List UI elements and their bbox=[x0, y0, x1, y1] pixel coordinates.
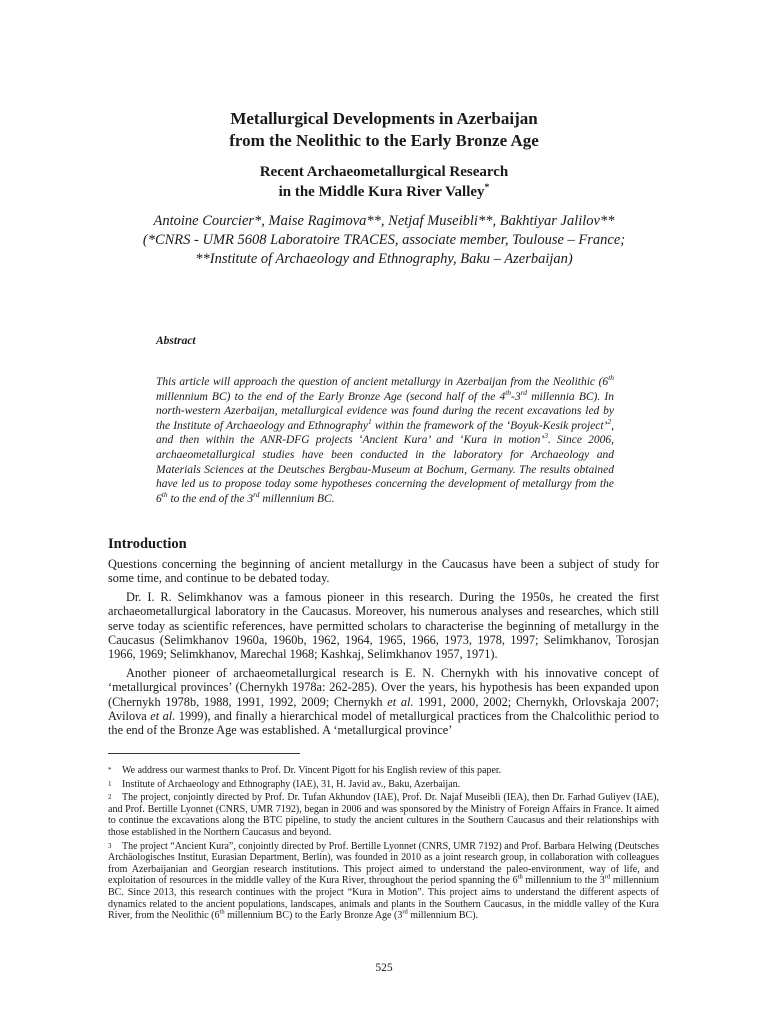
footnote-text: The project “Ancient Kura”, conjointly directed by Prof. Bertille Lyonnet (CNRS, UMR 7192) and Prof. Barbara Helwing (Deutsches Archäologisches Institut, Eurasian Department, Berlin), was founded in 2010 as a joint research group, in collaboration with colleagues from Azerbaijanian and Georgian research institutions. This project aimed to understand the paleo-environment, way of life, and exploitation of resources in the middle valley of the Kura River, throughout the period spanning the 6 bbox=[108, 840, 659, 887]
subtitle-line-2 bbox=[0, 182, 768, 202]
footnote-text: Institute of Archaeology and Ethnography (IAE), 31, H. Javid av., Baku, Azerbaijan. bbox=[122, 778, 461, 790]
footnote-ref-2[interactable]: 2 bbox=[607, 416, 612, 426]
abstract-text bbox=[156, 375, 614, 506]
author-affiliation-2: **Institute of Archaeology and Ethnography, Baku – Azerbaijan) bbox=[195, 251, 573, 267]
intro-paragraph-3 bbox=[108, 666, 659, 738]
abstract-seg: millennium BC) to the end of the Early Bronze Age (second half of the 4 bbox=[156, 390, 506, 403]
footnote-mark: 1 bbox=[108, 779, 112, 788]
abstract-sup: th bbox=[161, 489, 168, 499]
abstract-seg: within the framework of the ‘Boyuk-Kesik project’ bbox=[371, 419, 608, 432]
abstract-sup: th bbox=[505, 387, 512, 397]
footnote-mark: 2 bbox=[108, 793, 112, 802]
introduction-heading: Introduction bbox=[108, 536, 187, 552]
subtitle-line-2-text: in the Middle Kura River Valley bbox=[278, 184, 485, 200]
article-subtitle bbox=[0, 162, 768, 202]
footnote-mark: * bbox=[108, 766, 112, 774]
para3-etal: et al. bbox=[150, 709, 176, 724]
footnote-sup: th bbox=[517, 874, 523, 882]
footnote-ref-3[interactable]: 3 bbox=[544, 431, 548, 441]
para3-seg: 1999), and finally a hierarchical model of metallurgical practices from the Chalcolithic period to the end of the Bronze Age was established. A ‘metallurgical province’ bbox=[108, 709, 660, 738]
intro-paragraph-1: Questions concerning the beginning of ancient metallurgy in the Caucasus have been a subject of study for some time, and continue to be debated today. bbox=[108, 557, 659, 586]
para3-seg: 1991, 2000, 2002; Chernykh, Orlovskaja 2007; Avilova bbox=[108, 694, 659, 724]
footnote-2 bbox=[108, 792, 659, 838]
abstract-seg: millennia BC). In north-western Azerbaijan, metallurgical evidence was found during the recent excavations led by the Institute of Archaeology and Ethnography bbox=[156, 390, 614, 432]
abstract-sup: th bbox=[608, 373, 614, 383]
subtitle-line-1: Recent Archaeometallurgical Research bbox=[259, 164, 509, 180]
article-title bbox=[0, 108, 768, 152]
introduction-body bbox=[108, 557, 659, 742]
para3-etal: et al. bbox=[387, 694, 414, 709]
footnote-ref-1[interactable]: 1 bbox=[367, 416, 372, 426]
author-affiliation-1: (*CNRS - UMR 5608 Laboratoire TRACES, associate member, Toulouse – France; bbox=[142, 232, 626, 248]
para3-seg: Another pioneer of archaeometallurgical research is E. N. Chernykh with his innovative concept of ‘metallurgical provinces’ (Chernykh 1978a: 262-285). Over the years, his hypothesis has been expanded upon (Chernykh 1978b, 1988, 1991, 1992, 2009; Chernykh bbox=[108, 665, 659, 709]
footnote-sup: rd bbox=[604, 874, 611, 882]
title-line-1: Metallurgical Developments in Azerbaijan bbox=[230, 109, 538, 128]
footnotes bbox=[108, 765, 659, 924]
abstract-seg: , and then within the ANR-DFG projects ‘Ancient Kura’ and ‘Kura in motion’ bbox=[156, 419, 614, 447]
footnote-mark: 3 bbox=[108, 841, 112, 850]
abstract-heading: Abstract bbox=[156, 335, 196, 347]
footnote-text: The project, conjointly directed by Prof. Dr. Tufan Akhundov (IAE), Prof. Dr. Najaf Museibli (IEA), then Dr. Farhad Guliyev (IAE), and Prof. Bertille Lyonnet (CNRS, UMR 7192), began in 2006 and was sponsored by the Ministry of Foreign Affairs in France. It aimed to continue the excavations along the BTC pipeline, to study the ancient cultures in the Southern Caucasus and their relationships with those established in the Northern Caucasus and beyond. bbox=[108, 792, 659, 838]
abstract-seg: This article will approach the question of ancient metallurgy in Azerbaijan from the Neolithic (6 bbox=[156, 376, 609, 388]
subtitle-footnote-marker: * bbox=[484, 182, 490, 193]
title-line-2: from the Neolithic to the Early Bronze Age bbox=[229, 131, 539, 150]
footnote-text: millennium to the 3 bbox=[522, 875, 605, 887]
footnote-text: We address our warmest thanks to Prof. Dr. Vincent Pigott for his English review of this paper. bbox=[122, 765, 502, 776]
abstract-seg: . Since 2006, archaeometallurgical studies have been conducted in the laboratory for Archaeology and Materials Sciences at the Deutsches Bergbau-Museum at Bochum, Germany. The results obtained have led us to propose today some hypotheses concerning the development of metallurgy from the 6 bbox=[156, 434, 614, 505]
footnote-divider bbox=[108, 753, 300, 754]
author-block bbox=[0, 212, 768, 269]
abstract-sup: rd bbox=[520, 387, 528, 397]
footnote-sup: th bbox=[219, 908, 225, 916]
page-number: 525 bbox=[375, 962, 393, 974]
footnote-sup: rd bbox=[402, 908, 408, 916]
footnote-star bbox=[108, 765, 659, 777]
footnote-text: millennium BC. Since 2013, this research continues with the project “Kura in Motion”. This project aims to understand the different aspects of dynamics related to the ancient populations, landscapes, animals and plants in the Southern Caucasus, in the middle valley of the Kura River, from the Neolithic (6 bbox=[108, 875, 660, 922]
footnote-3 bbox=[108, 841, 659, 922]
abstract-seg: -3 bbox=[511, 390, 521, 403]
intro-paragraph-2: Dr. I. R. Selimkhanov was a famous pioneer in this research. During the 1950s, he created the first archaeometallurgical laboratory in the Caucasus. Moreover, his numerous analyses and researches, which still serve today as scientific references, have permitted scholars to characterise the beginning of metallurgy in the Caucasus (Selimkhanov 1960a, 1960b, 1962, 1964, 1965, 1966, 1973, 1978, 1997; Selimkhanov, Torosjan 1966, 1969; Selimkhanov, Marechal 1968; Kashkaj, Selimkhanov 1957, 1971). bbox=[108, 589, 659, 662]
abstract-seg: millennium BC. bbox=[259, 492, 335, 505]
author-names: Antoine Courcier*, Maise Ragimova**, Netjaf Museibli**, Bakhtiyar Jalilov** bbox=[153, 213, 615, 229]
footnote-text: millennium BC) to the Early Bronze Age (3 bbox=[224, 910, 403, 922]
abstract-sup: rd bbox=[253, 489, 260, 499]
abstract-seg: to the end of the 3 bbox=[167, 492, 254, 505]
footnote-1 bbox=[108, 779, 659, 791]
footnote-text: millennium BC). bbox=[407, 910, 479, 922]
